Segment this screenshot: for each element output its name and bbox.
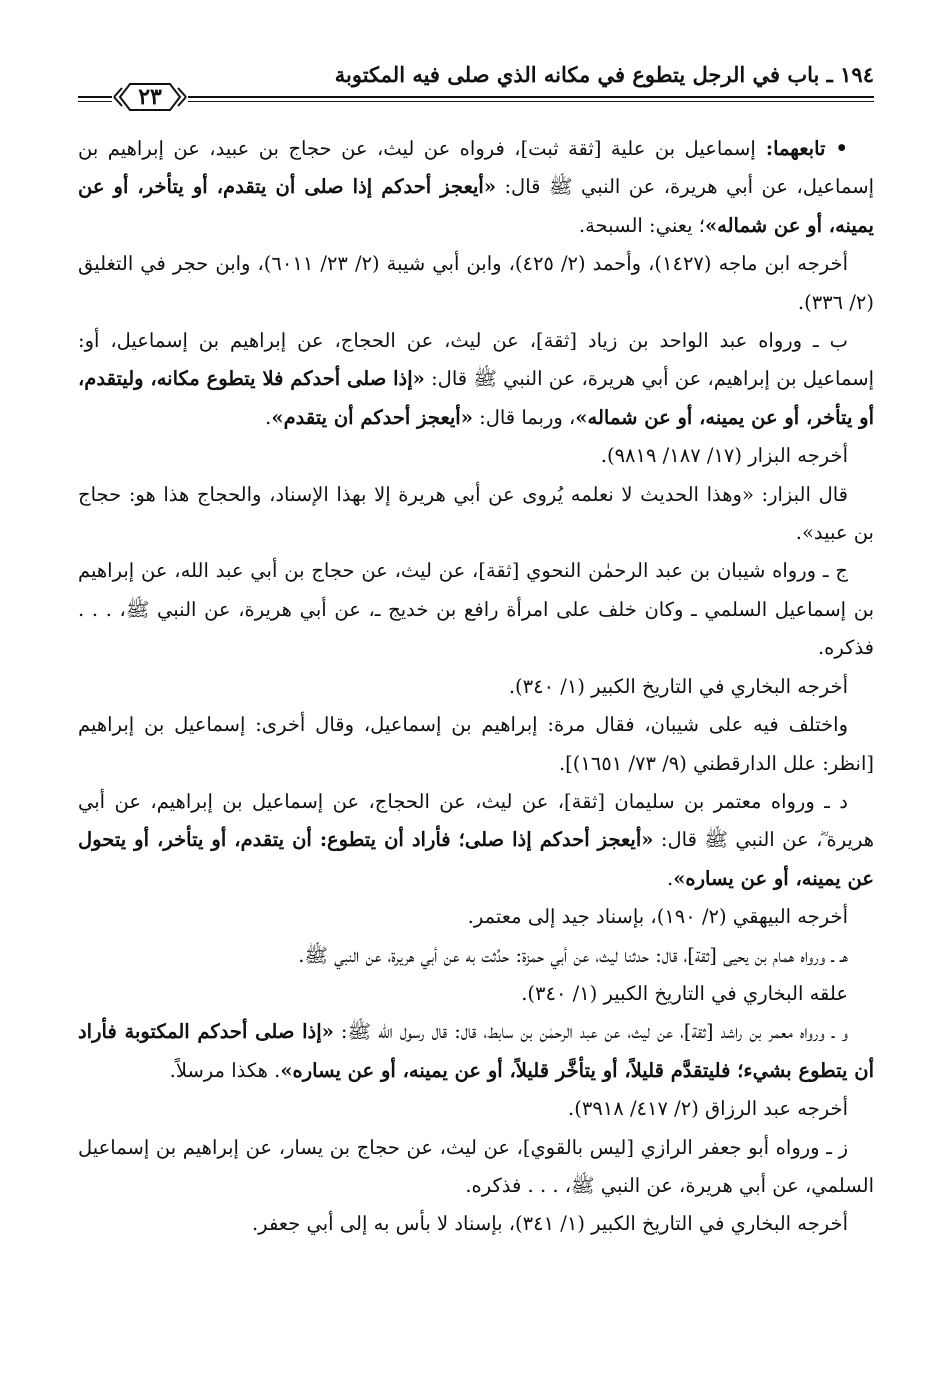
paragraph bbox=[78, 1013, 874, 1090]
chapter-title: ١٩٤ ـ باب في الرجل يتطوع في مكانه الذي صلى فيه المكتوبة bbox=[334, 62, 874, 87]
text-run: علقه البخاري في التاريخ الكبير (١/ ٣٤٠). bbox=[521, 981, 848, 1005]
header-rule-left bbox=[78, 96, 112, 102]
text-run: أخرجه البخاري في التاريخ الكبير (١/ ٣٤٠). bbox=[508, 674, 848, 698]
paragraph bbox=[78, 975, 874, 1013]
paragraph bbox=[78, 245, 874, 322]
text-run: أخرجه عبد الرزاق (٢/ ٤١٧/ ٣٩١٨). bbox=[568, 1097, 848, 1121]
paragraph bbox=[78, 668, 874, 706]
paragraph bbox=[78, 706, 874, 783]
paragraph bbox=[78, 552, 874, 667]
hadith-text: «إذا صلى أحدكم المكتوبة فأراد أن يتطوع بشيء؛ فليتقدَّم قليلاً، أو يتأخَّر قليلاً، أو عن يمينه، أو عن يساره» bbox=[78, 1020, 874, 1082]
text-run: أخرجه البخاري في التاريخ الكبير (١/ ٣٤١)، بإسناد لا بأس به إلى أبي جعفر. bbox=[251, 1212, 848, 1236]
paragraph bbox=[78, 783, 874, 898]
paragraph bbox=[78, 322, 874, 437]
paragraph bbox=[78, 130, 874, 245]
hadith-text: «إذا صلى أحدكم فلا يتطوع مكانه، وليتقدم، أو يتأخر، أو عن يمينه، أو عن شماله» bbox=[78, 367, 874, 429]
text-run: واختلف فيه على شيبان، فقال مرة: إبراهيم بن إسماعيل، وقال أخرى: إسماعيل بن إبراهيم [انظر: علل الدارقطني (٩/ ٧٣/ ١٦٥١)]. bbox=[78, 713, 874, 775]
hadith-text: • تابعهما: bbox=[755, 137, 848, 160]
hadith-text: «أيعجز أحدكم أن يتقدم» bbox=[271, 405, 473, 429]
paragraph bbox=[78, 476, 874, 553]
paragraph bbox=[78, 437, 874, 475]
main-text bbox=[78, 130, 874, 1244]
hadith-text: «أيعجز أحدكم إذا صلى أن يتقدم، أو يتأخر، أو عن يمينه، أو عن شماله» bbox=[78, 175, 874, 237]
page-number-frame bbox=[112, 78, 188, 116]
page-header bbox=[78, 52, 874, 118]
page-number: ٢٣ bbox=[138, 84, 162, 110]
text-run: . bbox=[265, 405, 272, 429]
paragraph bbox=[78, 898, 874, 936]
paragraph bbox=[78, 1129, 874, 1206]
text-run: ب ـ ورواه عبد الواحد بن زياد [ثقة]، عن ليث، عن الحجاج، عن إبراهيم بن إسماعيل، أو: إسماعيل بن إبراهيم، عن أبي هريرة، عن النبي ﷺ قال: bbox=[78, 329, 874, 391]
text-run: هـ ـ ورواه همام بن يحيى [ثقة]، قال: حدثنا ليث، عن أبي حمزة: حدِّثت به عن أبي هريرة، عن النبي ﷺ. bbox=[298, 943, 848, 967]
text-run: أخرجه ابن ماجه (١٤٢٧)، وأحمد (٢/ ٤٢٥)، وابن أبي شيبة (٢/ ٢٣/ ٦٠١١)، وابن حجر في التغليق (٢/ ٣٣٦). bbox=[78, 252, 874, 314]
text-run: أخرجه البيهقي (٢/ ١٩٠)، بإسناد جيد إلى معتمر. bbox=[467, 905, 848, 929]
paragraph bbox=[78, 1205, 874, 1243]
paragraph bbox=[78, 1090, 874, 1128]
text-run: د ـ ورواه معتمر بن سليمان [ثقة]، عن ليث، عن الحجاج، عن إسماعيل بن إبراهيم، عن أبي هريرة ؓ، عن النبي ﷺ قال: bbox=[78, 789, 875, 852]
paragraph bbox=[78, 937, 874, 975]
text-run: . bbox=[667, 866, 674, 890]
text-run: ز ـ ورواه أبو جعفر الرازي [ليس بالقوي]، عن ليث، عن حجاج بن يسار، عن إبراهيم بن إسماعيل السلمي، عن أبي هريرة، عن النبي ﷺ، . . . فذكره. bbox=[78, 1135, 874, 1197]
text-run: و ـ ورواه معمر بن راشد [ثقة]، عن ليث، عن عبد الرحمٰن بن سابط، قال: قال رسول الله ﷺ: bbox=[333, 1020, 848, 1044]
text-run: إسماعيل بن علية [ثقة ثبت]، فرواه عن ليث، عن حجاج بن عبيد، عن إبراهيم بن إسماعيل، عن أبي هريرة، عن النبي ﷺ قال: bbox=[78, 137, 875, 199]
text-run: أخرجه البزار (١٧/ ١٨٧/ ٩٨١٩). bbox=[600, 444, 848, 468]
hadith-text: «أيعجز أحدكم إذا صلى؛ فأراد أن يتطوع: أن يتقدم، أو يتأخر، أو يتحول عن يمينه، أو عن يساره» bbox=[78, 828, 874, 890]
header-rule bbox=[188, 96, 874, 102]
text-run: ج ـ ورواه شيبان بن عبد الرحمٰن النحوي [ثقة]، عن ليث، عن حجاج بن أبي عبد الله، عن إبراهيم بن إسماعيل السلمي ـ وكان خلف على امرأة رافع بن خديج ـ، عن أبي هريرة، عن النبي ﷺ، . . . فذكره. bbox=[78, 559, 874, 660]
text-run: قال البزار: «وهذا الحديث لا نعلمه يُروى عن أبي هريرة إلا بهذا الإسناد، والحجاج هذا هو: حجاج بن عبيد». bbox=[78, 482, 874, 545]
text-run: ، وربما قال: bbox=[472, 405, 576, 429]
text-run: . هكذا مرسلاً. bbox=[169, 1058, 281, 1082]
text-run: ؛ يعني: السبحة. bbox=[578, 213, 705, 237]
